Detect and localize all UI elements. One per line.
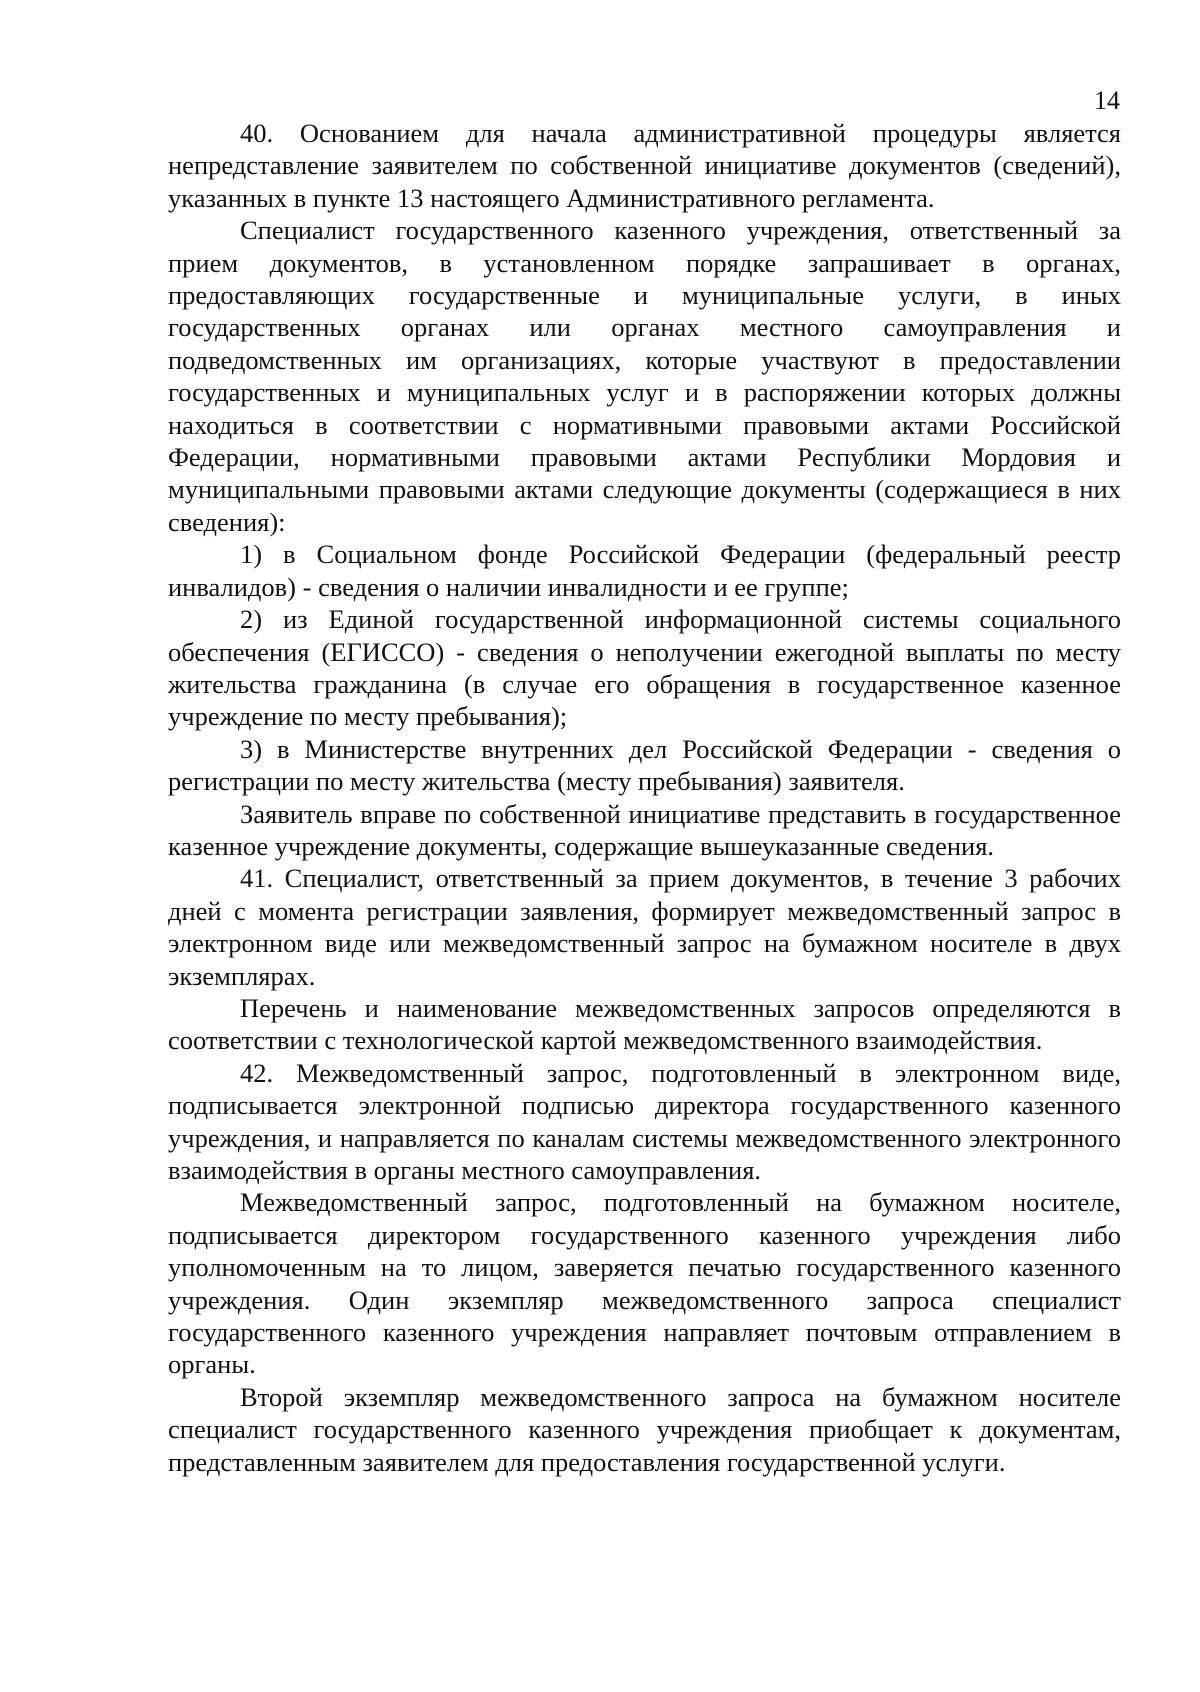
list-item-2: 2) из Единой государственной информационной системы социального обеспечения (ЕГИССО) - сведения о неполучении ежегодной выплаты по месту жительства гражданина (в случае его обращения в государственное казенное учреждение по месту пребывания); — [168, 604, 1121, 732]
paragraph-applicant-right: Заявитель вправе по собственной инициативе представить в государственное казенное учреждение документы, содержащие вышеуказанные сведения. — [168, 798, 1121, 861]
paragraph-second-copy: Второй экземпляр межведомственного запроса на бумажном носителе специалист государственного казенного учреждения приобщает к документам, представленным заявителем для предоставления государственной услуги. — [168, 1381, 1121, 1477]
list-item-3: 3) в Министерстве внутренних дел Российской Федерации - сведения о регистрации по месту жительства (месту пребывания) заявителя. — [168, 733, 1121, 797]
paragraph-41: 41. Специалист, ответственный за прием документов, в течение 3 рабочих дней с момента регистрации заявления, формирует межведомственный запрос в электронном виде или межведомственный запрос на бумажном носителе в двух экземплярах. — [168, 863, 1121, 991]
page-number: 14 — [1094, 86, 1120, 115]
paragraph-request-list: Перечень и наименование межведомственных запросов определяются в соответствии с технологической картой межведомственного взаимодействия. — [168, 992, 1121, 1056]
paragraph-40: 40. Основанием для начала административной процедуры является непредставление заявителем по собственной инициативе документов (сведений), указанных в пункте 13 настоящего Административного регламента. — [168, 118, 1121, 213]
document-body — [168, 117, 1121, 1478]
list-item-1: 1) в Социальном фонде Российской Федерации (федеральный реестр инвалидов) - сведения о наличии инвалидности и ее группе; — [168, 539, 1121, 602]
paragraph-specialist-request: Специалист государственного казенного учреждения, ответственный за прием документов, в установленном порядке запрашивает в органах, предоставляющих государственные и муниципальные услуги, в иных государственных органах или органах местного самоуправления и подведомственных им организациях, которые участвуют в предоставлении государственных и муниципальных услуг и в распоряжении которых должны находиться в соответствии с нормативными правовыми актами Российской Федерации, нормативными правовыми актами Республики Мордовия и муниципальными правовыми актами следующие документы (содержащиеся в них сведения): — [168, 215, 1121, 537]
paragraph-paper-request: Межведомственный запрос, подготовленный на бумажном носителе, подписывается директором государственного казенного учреждения либо уполномоченным на то лицом, заверяется печатью государственного казенного учреждения. Один экземпляр межведомственного запроса специалист государственного казенного учреждения направляет почтовым отправлением в органы. — [168, 1187, 1121, 1380]
paragraph-42: 42. Межведомственный запрос, подготовленный в электронном виде, подписывается электронной подписью директора государственного казенного учреждения, и направляется по каналам системы межведомственного электронного взаимодействия в органы местного самоуправления. — [168, 1057, 1121, 1185]
